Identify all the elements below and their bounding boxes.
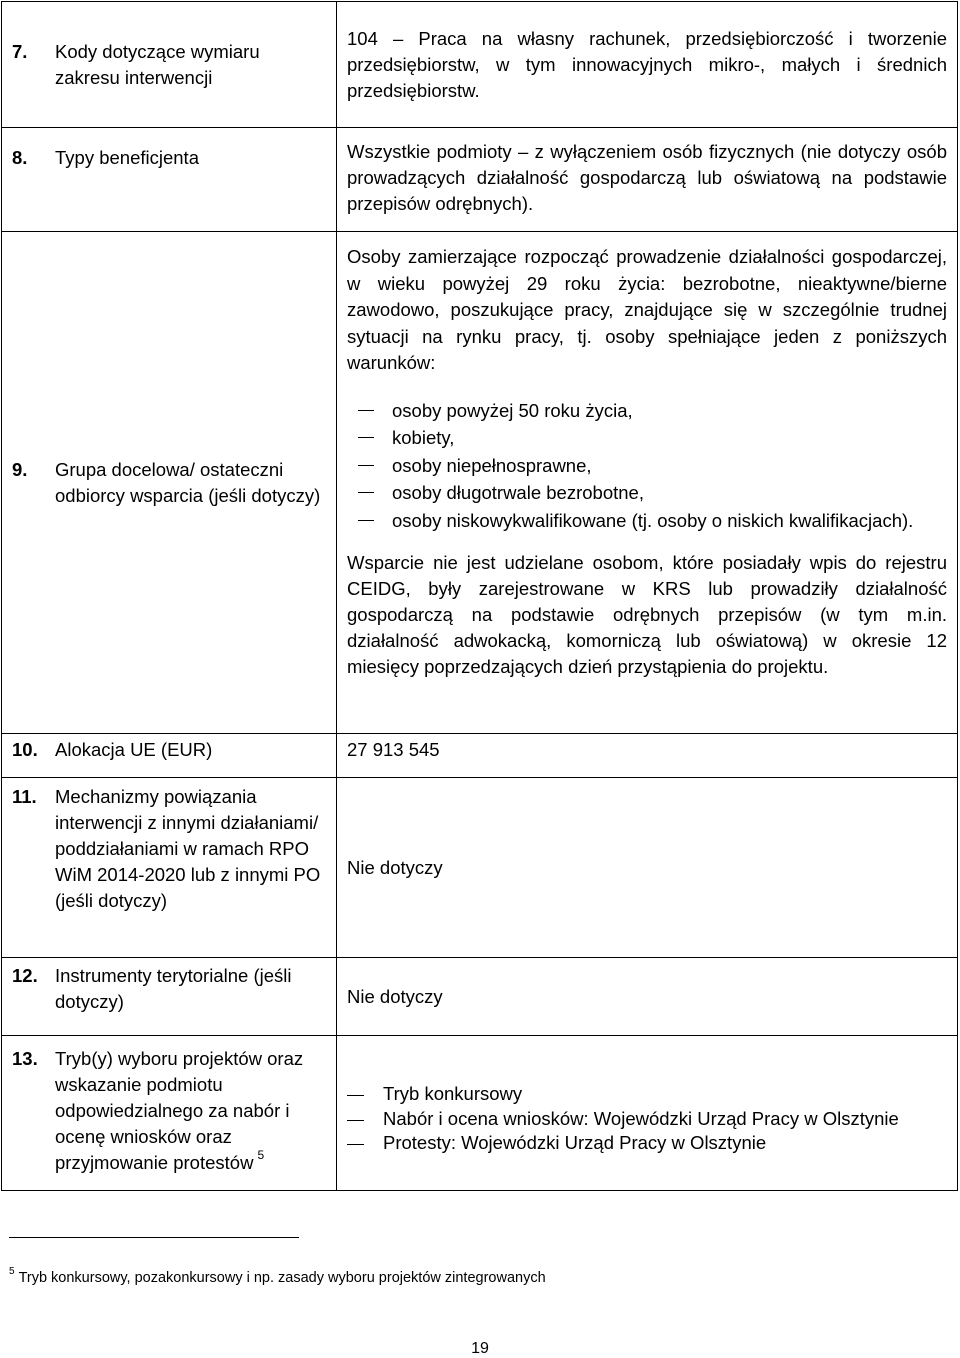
target-group-list bbox=[347, 397, 947, 535]
footnote bbox=[9, 1268, 546, 1288]
dash-bullet-icon bbox=[358, 492, 374, 493]
row-13-value bbox=[337, 1070, 957, 1156]
row-7-label: Kody dotyczące wymiaru zakresu interwencji bbox=[55, 41, 260, 88]
row-9-label: Grupa docelowa/ ostateczni odbiorcy wsparcia (jeśli dotyczy) bbox=[55, 458, 321, 506]
row-11-label: Mechanizmy powiązania interwencji z innymi działaniami/ poddziałaniami w ramach RPO WiM 2014-2020 lub z innymi PO (jeśli dotyczy) bbox=[55, 786, 321, 911]
row-9-value bbox=[337, 232, 957, 680]
row-8-label: Typy beneficjenta bbox=[55, 147, 199, 168]
page-number: 19 bbox=[471, 1340, 489, 1357]
row-12-value: Nie dotyczy bbox=[347, 985, 443, 1007]
dash-bullet-icon bbox=[358, 410, 374, 411]
row-8-number: 8. bbox=[12, 147, 28, 168]
row-12-label-cell bbox=[2, 958, 336, 1015]
list-item: Nabór i ocena wniosków: Wojewódzki Urząd Pracy w Olsztynie bbox=[347, 1107, 947, 1132]
details-table bbox=[1, 1, 958, 1191]
dash-bullet-icon bbox=[358, 437, 374, 438]
footnote-text: Tryb konkursowy, pozakonkursowy i np. zasady wyboru projektów zintegrowanych bbox=[18, 1270, 546, 1286]
row-8-value: Wszystkie podmioty – z wyłączeniem osób fizycznych (nie dotyczy osób prowadzących działalność gospodarczą lub oświatową na podstawie przepisów odrębnych). bbox=[347, 141, 947, 214]
footnote-mark: 5 bbox=[9, 1266, 15, 1277]
row-10-label-cell bbox=[2, 734, 336, 763]
list-item: Protesty: Wojewódzki Urząd Pracy w Olsztynie bbox=[347, 1131, 947, 1156]
row-13-label-cell bbox=[2, 1036, 336, 1176]
row-9-number: 9. bbox=[12, 458, 28, 480]
row-11-value: Nie dotyczy bbox=[347, 856, 443, 878]
row-12 bbox=[2, 958, 958, 1036]
row-10-number: 10. bbox=[12, 739, 38, 760]
row-8 bbox=[2, 128, 958, 232]
footnote-separator bbox=[9, 1237, 299, 1238]
row-10-label: Alokacja UE (EUR) bbox=[55, 739, 213, 760]
row-13-number: 13. bbox=[12, 1048, 38, 1069]
target-group-intro: Osoby zamierzające rozpocząć prowadzenie działalności gospodarczej, w wieku powyżej 29 roku życia: bezrobotne, nieaktywne/bierne zawodowo, poszukujące pracy, znajdujące się w szczególnie trudnej sytuacji na rynku pracy, tj. osoby spełniające jeden z poniższych warunków: bbox=[347, 246, 947, 373]
dash-bullet-icon bbox=[347, 1144, 364, 1145]
list-item: Tryb konkursowy bbox=[347, 1082, 947, 1107]
selection-mode-list bbox=[347, 1082, 947, 1156]
row-11-label-cell bbox=[2, 778, 336, 914]
dash-bullet-icon bbox=[347, 1095, 364, 1096]
row-7 bbox=[2, 2, 958, 128]
dash-bullet-icon bbox=[358, 520, 374, 521]
row-8-label-cell bbox=[2, 128, 336, 171]
dash-bullet-icon bbox=[347, 1120, 364, 1121]
list-item: osoby niepełnosprawne, bbox=[347, 452, 947, 480]
row-7-label-cell bbox=[2, 2, 336, 91]
row-9 bbox=[2, 232, 958, 734]
row-13-label: Tryb(y) wyboru projektów oraz wskazanie podmiotu odpowiedzialnego za nabór i ocenę wniosków oraz przyjmowanie protestów $^5$ bbox=[55, 1048, 304, 1173]
row-12-number: 12. bbox=[12, 965, 38, 986]
dash-bullet-icon bbox=[358, 465, 374, 466]
row-10-value: 27 913 545 bbox=[347, 739, 440, 760]
row-10 bbox=[2, 734, 958, 778]
row-13 bbox=[2, 1036, 958, 1191]
list-item: osoby powyżej 50 roku życia, bbox=[347, 397, 947, 425]
list-item: kobiety, bbox=[347, 424, 947, 452]
row-7-number: 7. bbox=[12, 41, 28, 62]
footnote-reference: 5 bbox=[257, 1148, 265, 1162]
row-7-value: 104 – Praca na własny rachunek, przedsiębiorczość i tworzenie przedsiębiorstw, w tym innowacyjnych mikro-, małych i średnich przedsiębiorstw. bbox=[347, 28, 947, 101]
list-item: osoby długotrwale bezrobotne, bbox=[347, 479, 947, 507]
row-9-label-cell bbox=[2, 457, 336, 509]
target-group-exclusion: Wsparcie nie jest udzielane osobom, które posiadały wpis do rejestru CEIDG, były zarejestrowane w KRS lub prowadziły działalność gospodarczą na podstawie odrębnych przepisów (w tym m.in. działalność adwokacką, komorniczą lub oświatową) w okresie 12 miesięcy poprzedzających dzień przystąpienia do projektu. bbox=[347, 552, 947, 677]
row-11-number: 11. bbox=[12, 786, 37, 807]
row-12-label: Instrumenty terytorialne (jeśli dotyczy) bbox=[55, 965, 292, 1012]
list-item: osoby niskowykwalifikowane (tj. osoby o niskich kwalifikacjach). bbox=[347, 507, 947, 535]
row-11 bbox=[2, 778, 958, 958]
